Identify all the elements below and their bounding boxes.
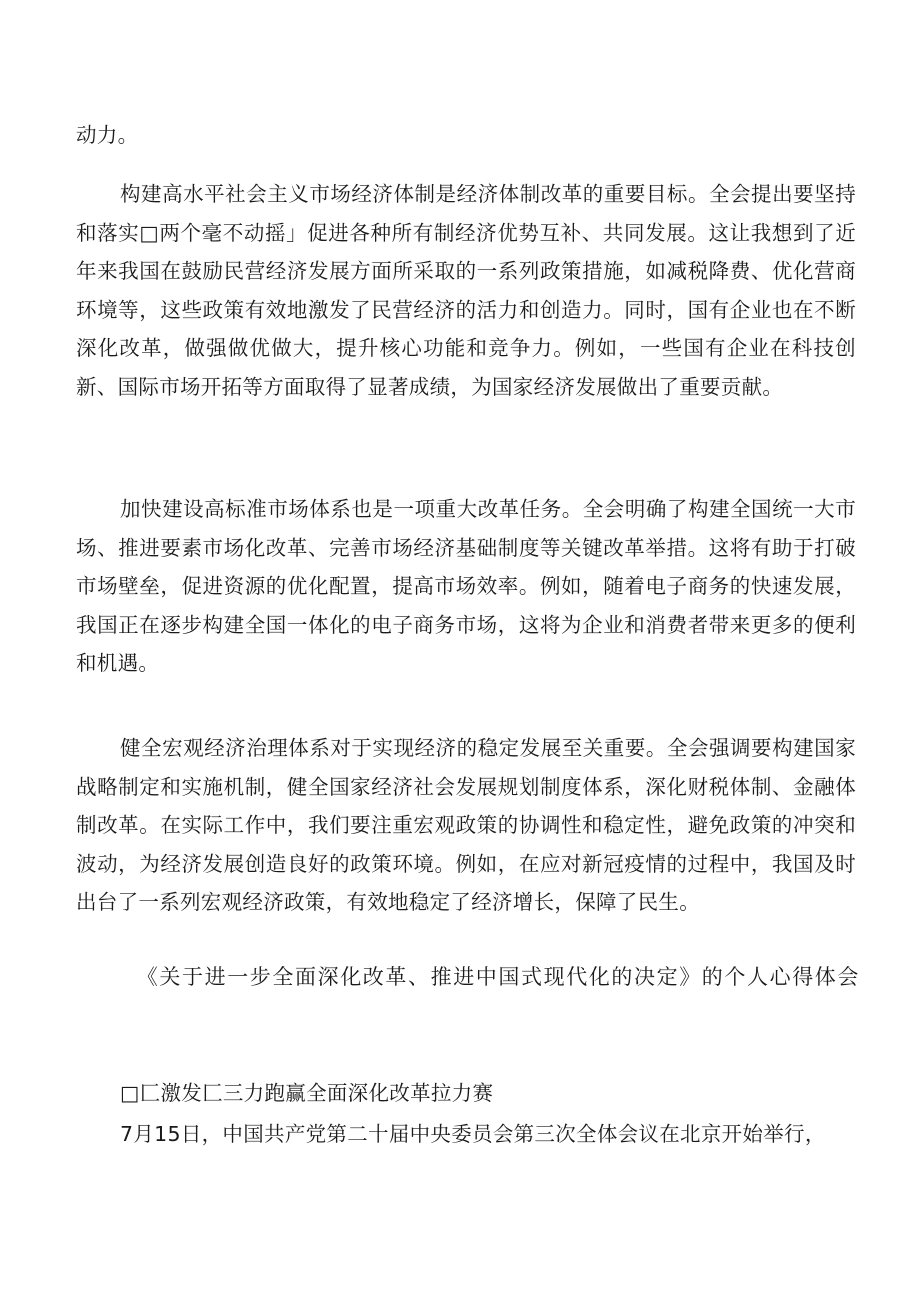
article-title: 《关于进一步全面深化改革、推进中国式现代化的决定》的个人心得体会 <box>136 965 860 989</box>
paragraph-market-economy: 构建高水平社会主义市场经济体制是经济体制改革的重要目标。全会提出要坚持和落实□两个毫不动摇」促进各种所有制经济优势互补、共同发展。这让我想到了近年来我国在鼓励民营经济发展方面所采取的一系列政策措施，如减税降费、优化营商环境等，这些政策有效地激发了民营经济的活力和创造力。同时，国有企业也在不断深化改革，做强做优做大，提升核心功能和竞争力。例如，一些国有企业在科技创新、国际市场开拓等方面取得了显著成绩，为国家经济发展做出了重要贡献。 <box>76 182 856 399</box>
paragraph-continuation: 动力。 <box>76 123 139 147</box>
section-heading: □匚激发匚三力跑赢全面深化改革拉力赛 <box>120 1081 494 1105</box>
paragraph-opening: 7月15日，中国共产党第二十届中央委员会第三次全体会议在北京开始举行， <box>120 1122 826 1146</box>
paragraph-macro-governance: 健全宏观经济治理体系对于实现经济的稳定发展至关重要。全会强调要构建国家战略制定和实施机制，健全国家经济社会发展规划制度体系，深化财税体制、金融体制改革。在实际工作中，我们要注重宏观政策的协调性和稳定性，避免政策的冲突和波动，为经济发展创造良好的政策环境。例如，在应对新冠疫情的过程中，我国及时出台了一系列宏观经济政策，有效地稳定了经济增长，保障了民生。 <box>76 736 856 914</box>
paragraph-market-system: 加快建设高标准市场体系也是一项重大改革任务。全会明确了构建全国统一大市场、推进要素市场化改革、完善市场经济基础制度等关键改革举措。这将有助于打破市场壁垒，促进资源的优化配置，提高市场效率。例如，随着电子商务的快速发展，我国正在逐步构建全国一体化的电子商务市场，这将为企业和消费者带来更多的便利和机遇。 <box>76 497 856 675</box>
